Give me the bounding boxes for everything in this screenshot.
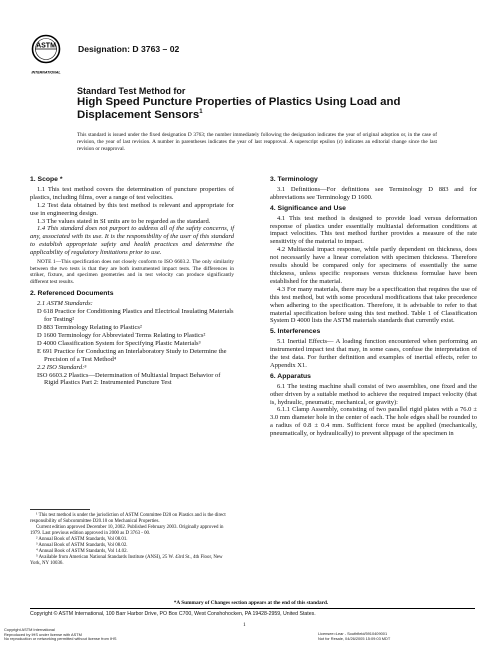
- logo-text: ASTM: [36, 42, 56, 50]
- interferences-heading: 5. Interferences: [270, 328, 321, 336]
- astm-logo: [31, 34, 61, 76]
- right-column: [270, 173, 477, 438]
- iso-standard-label: 2.2 ISO Standard:⁵: [37, 363, 87, 371]
- footnote: ¹ This test method is under the jurisdiction of ASTM Committee D20 on Plastics and is the direct responsibility of Subcommittee D20.10 on Mechanical Properties.: [30, 513, 226, 524]
- significance-heading: 4. Significance and Use: [270, 204, 346, 212]
- license-line: Not for Resale, 04/26/2005 15:09:03 MDT: [318, 635, 391, 641]
- license-left: [4, 628, 116, 642]
- section-4-2: 4.2 Multiaxial impact response, while partly dependent on thickness, does not necessarily have a linear correlation with specimen thickness. Therefore results should be compared only for specimens of essentially the same thickness, unless specific responses versus thickness formulae have been established for the material.: [270, 246, 477, 285]
- ref-item: D 618 Practice for Conditioning Plastics and Electrical Insulating Materials for Testing²: [37, 308, 234, 324]
- referenced-docs-heading: 2. Referenced Documents: [30, 290, 114, 298]
- section-5-1: 5.1 Inertial Effects— A loading function encountered when performing an instrumented impact test that may, in some cases, confuse the interpretation of the test data. For further definition and examples of inertial effects, refer to Appendix X1.: [270, 338, 477, 369]
- ref-item: D 4000 Classification System for Specifying Plastic Materials³: [37, 339, 201, 347]
- title-line-2: [77, 109, 457, 122]
- footnote-rule: [30, 509, 90, 510]
- footnote: ⁴ Annual Book of ASTM Standards, Vol 14.02.: [36, 549, 128, 554]
- section-1-2: 1.2 Test data obtained by this test method is relevant and appropriate for use in engineering design.: [30, 201, 234, 217]
- page-number: 1: [243, 622, 246, 628]
- title-line-2-text: Displacement Sensors: [77, 109, 200, 122]
- section-1-1: 1.1 This test method covers the determination of puncture properties of plastics, including films, over a range of test velocities.: [30, 185, 234, 201]
- ref-item: E 691 Practice for Conducting an Interlaboratory Study to Determine the Precision of a Test Method⁴: [37, 347, 227, 363]
- left-column: [30, 173, 234, 387]
- title-footnote-mark: 1: [199, 109, 203, 116]
- astm-standards-label: 2.1 ASTM Standards:: [37, 300, 93, 308]
- title-block: [77, 86, 457, 123]
- footnote: ³ Annual Book of ASTM Standards, Vol 08.02.: [36, 543, 128, 548]
- ref-item: D 883 Terminology Relating to Plastics²: [37, 324, 142, 332]
- license-line: Copyright ASTM International: [4, 627, 55, 632]
- title-line-1: High Speed Puncture Properties of Plastics Using Load and: [77, 96, 401, 109]
- iso-ref-item: ISO 6603.2 Plastics—Determination of Multiaxial Impact Behavior of Rigid Plastics Part 2: Instrumented Puncture Test: [37, 371, 221, 387]
- terminology-heading: 3. Terminology: [270, 176, 318, 183]
- apparatus-heading: 6. Apparatus: [270, 372, 311, 380]
- footnote: Current edition approved December 10, 2002. Published February 2003. Originally approved in 1979. Last previous edition approved in 2000 as D 3763 - 00.: [30, 525, 224, 536]
- section-6-1-1: 6.1.1 Clamp Assembly, consisting of two parallel rigid plates with a 76.0 ± 3.0 mm diameter hole in the center of each. The hole edges shall be rounded to a radius of 0.8 ± 0.4 mm. Sufficient force must be applied (mechanically, pneumatically, or hydraulically) to prevent slippage of the specimen in: [270, 406, 477, 438]
- license-line: Licensee=Lear - Southfield/5910409001: [318, 631, 388, 636]
- section-4-3: 4.3 For many materials, there may be a specification that requires the use of this test method, but with some procedural modifications that take precedence when adhering to the specification. Therefore, it is advisable to refer to that material specification before using this test method. Table 1 of Classification System D 4000 lists the ASTM materials standards that currently exist.: [270, 285, 477, 325]
- license-line: Reproduced by IHS under license with ASTM: [4, 631, 82, 637]
- summary-note: *A Summary of Changes section appears at the end of this standard.: [173, 600, 329, 606]
- footnotes: [30, 509, 234, 567]
- section-1-4: 1.4 This standard does not purport to address all of the safety concerns, if any, associated with its use. It is the responsibility of the user of this standard to establish appropriate safety and health practices and determine the applicability of regulatory limitations prior to use.: [30, 225, 234, 257]
- ref-item: D 1600 Terminology for Abbreviated Terms Relating to Plastics²: [37, 331, 206, 339]
- section-3-1: 3.1 Definitions—For definitions see Terminology D 883 and for abbreviations see Terminology D 1600.: [270, 185, 477, 201]
- footnote: ⁵ Available from American National Standards Institute (ANSI), 25 W. 43rd St., 4th Floor, New York, NY 10036.: [30, 555, 223, 566]
- footnote: ² Annual Book of ASTM Standards, Vol 08.01.: [36, 537, 128, 542]
- issued-note: This standard is issued under the fixed designation D 3763; the number immediately following the designation indicates the year of original adoption or, in the case of revision, the year of last revision. A number in parentheses indicates the year of last reapproval. A superscript epsilon (ε) indicates an editorial change since the last revision or reapproval.: [77, 132, 437, 153]
- designation: Designation: D 3763 – 02: [78, 44, 180, 54]
- logo-subtext: INTERNATIONAL: [31, 70, 61, 75]
- copyright-line: Copyright © ASTM International, 100 Barr Harbor Drive, PO Box C700, West Conshohocken, PA 19428-2959, United States.: [30, 608, 475, 617]
- standard-label: Standard Test Method for: [77, 86, 186, 96]
- license-right: [318, 632, 390, 641]
- note-1: NOTE 1—This specification does not closely conform to ISO 6603.2. The only similarity between the two tests is that they are both instrumented impact tests. The differences in striker, fixture, and specimen geometries and in test velocity can produce significantly different test results.: [30, 259, 234, 285]
- license-line: No reproduction or networking permitted without license from IHS: [4, 636, 117, 642]
- scope-heading: 1. Scope *: [30, 176, 63, 183]
- section-1-3: 1.3 The values stated in SI units are to be regarded as the standard.: [37, 217, 211, 225]
- section-6-1: 6.1 The testing machine shall consist of two assemblies, one fixed and the other driven by a suitable method to achieve the required impact velocity (that is, hydraulic, pneumatic, mechanical, or gravity):: [270, 382, 477, 406]
- section-4-1: 4.1 This test method is designed to provide load versus deformation response of plastics under essentially multiaxial deformation conditions at impact velocities. This test method further provides a measure of the rate sensitivity of the material to impact.: [270, 214, 477, 246]
